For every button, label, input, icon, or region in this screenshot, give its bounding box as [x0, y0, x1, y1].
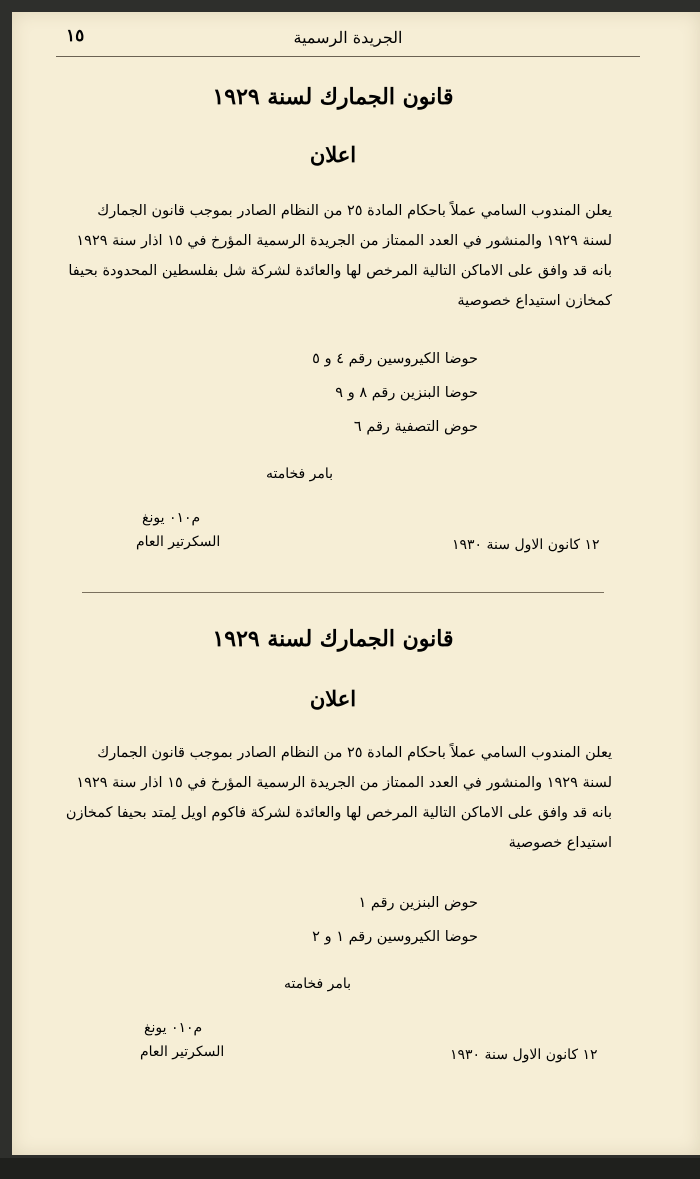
list-item: حوضا الكيروسين رقم ١ و ٢ — [312, 929, 478, 945]
notice-title: قانون الجمارك لسنة ١٩٢٩ — [212, 84, 454, 110]
notice-heading: اعلان — [309, 142, 357, 167]
tank-list — [48, 886, 478, 954]
order-line: بامر فخامته — [266, 466, 334, 482]
paragraph-line: لسنة ١٩٢٩ والمنشور في العدد الممتاز من الجريدة الرسمية المؤرخ في ١٥ اذار سنة ١٩٢٩ — [76, 233, 612, 249]
paragraph-line: بانه قد وافق على الاماكن التالية المرخص لها والعائدة لشركة فاكوم اويل لِمتد بحيفا كمخازن — [65, 805, 612, 821]
paragraph-line: استيداع خصوصية — [508, 835, 612, 851]
notice-paragraph — [48, 738, 618, 858]
notice-1 — [48, 84, 618, 110]
order-line: بامر فخامته — [284, 976, 352, 992]
journal-title: الجريدة الرسمية — [293, 28, 403, 47]
notice-heading: اعلان — [309, 686, 357, 711]
signatory-name: م٠١٠ يونغ — [142, 510, 201, 526]
list-item: حوض البنزين رقم ١ — [358, 895, 478, 911]
paragraph-line: لسنة ١٩٢٩ والمنشور في العدد الممتاز من الجريدة الرسمية المؤرخ في ١٥ اذار سنة ١٩٢٩ — [76, 775, 612, 791]
notice-date: ١٢ كانون الاول سنة ١٩٣٠ — [452, 537, 600, 553]
notice-1-heading-wrap — [48, 142, 618, 167]
notice-1-items — [48, 342, 478, 444]
tank-list — [48, 342, 478, 444]
list-item: حوضا البنزين رقم ٨ و ٩ — [335, 385, 478, 401]
signatory-role: السكرتير العام — [136, 534, 221, 550]
signatory-role: السكرتير العام — [140, 1044, 225, 1060]
notice-paragraph — [48, 196, 618, 316]
notice-2-items — [48, 886, 478, 954]
signatory-name: م٠١٠ يونغ — [144, 1020, 203, 1036]
notice-title: قانون الجمارك لسنة ١٩٢٩ — [212, 626, 454, 652]
notice-2 — [48, 626, 618, 652]
notice-date: ١٢ كانون الاول سنة ١٩٣٠ — [450, 1047, 598, 1063]
paragraph-line: يعلن المندوب السامي عملاً باحكام المادة ٢٥ من النظام الصادر بموجب قانون الجمارك — [97, 745, 612, 761]
scan-border — [0, 1158, 700, 1179]
notice-2-heading-wrap — [48, 686, 618, 711]
notice-1-body — [48, 196, 618, 316]
paragraph-line: كمخازن استيداع خصوصية — [457, 293, 612, 309]
list-item: حوض التصفية رقم ٦ — [353, 419, 478, 435]
paragraph-line: بانه قد وافق على الاماكن التالية المرخص لها والعائدة لشركة شل بفلسطين المحدودة بحيفا — [68, 263, 612, 279]
header-divider — [56, 56, 640, 57]
page-header — [56, 22, 640, 52]
gazette-page — [12, 12, 700, 1155]
page-number: ١٥ — [66, 26, 85, 46]
paragraph-line: يعلن المندوب السامي عملاً باحكام المادة ٢٥ من النظام الصادر بموجب قانون الجمارك — [97, 203, 612, 219]
notice-divider — [82, 592, 604, 593]
notice-2-body — [48, 738, 618, 858]
list-item: حوضا الكيروسين رقم ٤ و ٥ — [312, 351, 478, 367]
